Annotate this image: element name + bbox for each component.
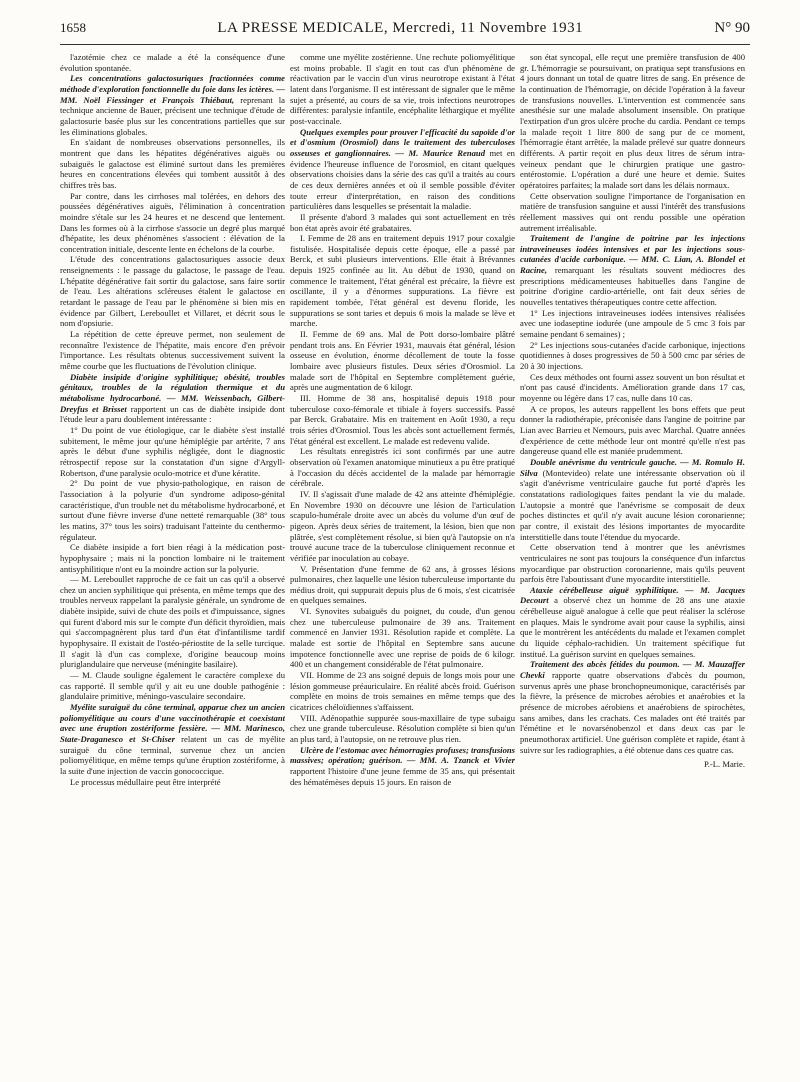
paragraph: L'étude des concentrations galactosuriques associe deux renseignements : le passage du galactose, le passage de l'eau. L'hépatite dégénérative fait sortir du galactose, sans faire sortir de l'eau. Les altérations scléreuses étalent le galactose en retardant le passage de l'eau par le phénomène si bien mis en évidence par Gilbert, Lereboullet et Villaret, et décrit sous le nom d'opsiurie. xyxy=(60,254,285,329)
paragraph: La répétition de cette épreuve permet, non seulement de reconnaître l'existence de l'hépatite, mais encore d'en prévoir l'importance. Les résultats obtenus successivement suivent la même courbe que les fluctuations de l'évolution clinique. xyxy=(60,329,285,372)
section-heading: Traitement des abcès fétides du poumon. — M. Mauzaffer Chevki xyxy=(520,659,745,681)
paragraph: a observé chez un homme de 28 ans une ataxie cérébelleuse aiguë analogue à celle que peut réaliser la sclérose en plaques. Mais le syndrome avait pour cause la syphilis, ainsi que le montrèrent les antécédents du malade et l'examen complet du liquide céphalo-rachidien. Un traitement spécifique fut institué. La guérison survint en quelques semaines. xyxy=(520,595,745,659)
paragraph: Cette observation souligne l'importance de l'organisation en matière de transfusion sanguine et aussi l'intérêt des transfusions réellement massives qui ont rendu possible une opération autrement irréalisable. xyxy=(520,190,745,233)
paragraph: son état syncopal, elle reçut une première transfusion de 400 gr. L'hémorragie se poursuivant, on pratiqua sept transfusions en 4 jours donnant un total de quatre litres de sang. En présence de la continuation de l'hémorragie, on décide l'opération à la faveur de transfusions nouvelles. L'intervention est commencée sans anesthésie sur une malade absolument insensible. On pratique l'extirpation d'un gros ulcère proche du cardia. Pendant ce temps la malade reçoit 1 litre 800 de sang pur de ce moment, l'hémorragie étant arrêtée, la malade prélevé sur quatre donneurs différents. A partir reçoit en plus deux litres de sérum intra-veineux pendant que le chirurgien pratique une gastro-entérostomie. L'opération a duré une heure et demie. Suites opératoires parfaites; la malade sort dans les délais normaux. xyxy=(520,52,745,190)
paragraph: l'azotémie chez ce malade a été la conséquence d'une évolution spontanée. xyxy=(60,52,285,73)
paragraph: Cette observation tend à montrer que les anévrismes ventriculaires ne sont pas toujours la conséquence d'un infarctus myocardique par obstruction coronarienne, mais qu'ils peuvent parfois être l'aboutissant d'une myocardite interstitielle. xyxy=(520,542,745,585)
page-header xyxy=(60,20,750,44)
paragraph: 2° Les injections sous-cutanées d'acide carbonique, injections quotidiennes à doses progressives de 50 à 500 cmc par séries de 20 à 30 injections. xyxy=(520,339,745,372)
paragraph: A ce propos, les auteurs rappellent les bons effets que peut donner la radiothérapie, préconisée dans l'angine de poitrine par Lian avec Barrieu et Nemours, puis avec Marchal. Quatre années d'expérience de cette méthode leur ont montré qu'elle n'est pas dangereuse quand elle est maniée prudemment. xyxy=(520,403,745,457)
section-heading: Les concentrations galactosuriques fractionnées comme méthode d'exploration fonctionnelle du foie dans les ictères. — MM. Noël Fiessinger et François Thiébaut, xyxy=(60,73,285,105)
paragraph: 1° Les injections intraveineuses iodées intensives réalisées avec une iodaseptine iodurée (une ampoule de 5 cmc 3 fois par semaine pendant 6 semaines) ; xyxy=(520,307,745,340)
paragraph: II. Femme de 69 ans. Mal de Pott dorso-lombaire plâtré pendant trois ans. En Février 1931, mauvais état général, lésion osseuse en évolution, énorme décollement de toute la fosse lombaire avec plusieurs fistules. Deux séries d'Orosmiol. La malade sort de l'hôpital en Septembre complètement guérie, après une augmentation de 6 kilogr. xyxy=(290,329,515,393)
paragraph: V. Présentation d'une femme de 62 ans, à grosses lésions pulmonaires, chez laquelle une lésion tuberculeuse importante du médius droit, qui suppurait depuis plus de 6 mois, s'est cicatrisée en quelques semaines. xyxy=(290,563,515,606)
paragraph: Les résultats enregistrés ici sont confirmés par une autre observation où l'examen anatomique minutieux a pu être pratiqué à l'occasion du décès accidentel de la malade par hémorragie cérébrale. xyxy=(290,446,515,489)
column-1 xyxy=(60,52,285,1062)
paragraph: (Montevideo) relate une intéressante observation où il s'agit d'anévrisme ventriculaire gauche fut porté d'après les constatations radiologiques faites pendant la vie du malade. L'autopsie a montré que l'anévrisme se composait de deux poches distinctes et qu'il n'y avait aucune lésion coronarienne; par contre, il existait des lésions importantes de myocardite interstitielle dans toute l'étendue du myocarde. xyxy=(520,467,745,542)
section-heading: Diabète insipide d'origine syphilitique; obésité, troubles génitaux, troubles de la régulation thermique et du métabolisme hydrocarboné. — MM. Weissenbach, Gilbert-Dreyfus et Brisset xyxy=(60,371,285,414)
paragraph: reprenant la technique ancienne de Bauer, précisent une technique d'étude de galactosurie basée plus sur les concentrations partielles que sur les éliminations globales. xyxy=(60,94,285,137)
paragraph: Ces deux méthodes ont fourni assez souvent un bon résultat et n'ont pas causé d'incidents. Amélioration grande dans 17 cas, moyenne ou légère dans 17 cas, nulle dans 10 cas. xyxy=(520,371,745,403)
paragraph: relatent un cas de myélite suraiguë du cône terminal, survenue chez un ancien poliomyélitique, en même temps qu'une éruption zostériforme, à la suite d'une injection de vaccin gonococcique. xyxy=(60,734,285,776)
paragraph: remarquant les résultats souvent médiocres des prescriptions médicamenteuses habituelles dans l'angine de poitrine d'origine cardio-artérielle, ont fait deux séries de nouvelles tentatives thérapeutiques contre cette affection. xyxy=(520,265,745,308)
journal-title: LA PRESSE MEDICALE, Mercredi, 11 Novembre 1931 xyxy=(217,20,584,36)
paragraph: comme une myélite zostérienne. Une rechute poliomyélitique est moins probable. Il s'agit en tout cas d'un phénomène de réactivation par le vaccin d'un virus neurotrope existant à l'état latent dans l'organisme. Il est intéressant de signaler que le même sujet a présenté, au cours de sa vie, trois infections neurotropes différentes: paralysie infantile, encéphalite léthargique et myélite post-vaccinale. xyxy=(290,52,515,126)
paragraph: Il présente d'abord 3 malades qui sont actuellement en très bon état après avoir été grabataires. xyxy=(290,211,515,233)
section-heading: Ataxie cérébelleuse aiguë syphilitique. — M. Jacques Decourt xyxy=(520,584,745,606)
paragraph: III. Homme de 38 ans, hospitalisé depuis 1918 pour tuberculose coxo-fémorale et tibiale à foyers successifs. Passé par Berck. Grabataire. Mis en traitement en Août 1930, a reçu trois séries d'Orosmiol. Tous les abcès sont actuellement fermés, l'état général est excellent. Le malade est redevenu valide. xyxy=(290,393,515,446)
paragraph: 1° Du point de vue étiologique, car le diabète s'est installé subitement, le même jour qu'une hémiplégie par artérite, 7 ans après le début d'une syphilis négligée, dont le diagnostic rétrospectif repose sur la constatation d'un signe d'Argyll-Robertson, d'une paralysie oculo-motrice et d'une kératite. xyxy=(60,424,285,478)
paragraph: VII. Homme de 23 ans soigné depuis de longs mois pour une lésion gommeuse préauriculaire. En réalité abcès froid. Guérison complète en moins de trois semaines en même temps que des cicatrices chéloïdiennes s'affaissent. xyxy=(290,670,515,713)
section-heading: Myélite suraiguë du cône terminal, apparue chez un ancien poliomyélitique au cours d'une vaccinothérapie et coexistant avec une éruption zostériforme fessière. — MM. Marinesco, State-Draganesco et St-Chiser xyxy=(60,702,285,744)
paragraph: VIII. Adénopathie suppurée sous-maxillaire de type subaigu chez une grande tuberculeuse. Résolution complète si bien qu'un an plus tard, à l'autopsie, on ne retrouve plus rien. xyxy=(290,712,515,744)
paragraph: 2° Du point de vue physio-pathologique, en raison de l'association à la polyurie d'un syndrome adiposo-génital caractéristique, d'un trouble net du métabolisme hydrocarboné, et surtout d'une fièvre inverse d'une netteté remarquable (38° tous les matins, 37° tous les soirs) traduisant l'atteinte du centhermo-régulateur. xyxy=(60,478,285,542)
paragraph: — M. Claude souligne également le caractère complexe du cas rapporté. Il semble qu'il y ait eu une double pathogénie : glandulaire primitive, méningo-vasculaire secondaire. xyxy=(60,670,285,702)
paragraph: Ce diabète insipide a fort bien réagi à la médication post-hypophysaire ; mais ni la ponction lombaire ni le traitement antisyphilitique n'ont eu la moindre action sur la polyurie. xyxy=(60,542,285,574)
section-heading: Quelques exemples pour prouver l'efficacité du sapoïde d'or et d'osmium (Orosmiol) dans le traitement des tuberculoses osseuses et ganglionnaires. — M. Maurice Renaud xyxy=(290,126,515,158)
section-heading: Traitement de l'angine de poitrine par les injections intraveineuses iodées intensives et par les injections sous-cutanées d'acide carbonique. — MM. C. Lian, A. Blondel et Racine, xyxy=(520,233,745,276)
issue-number: N° 90 xyxy=(714,20,750,36)
paragraph: En s'aidant de nombreuses observations personnelles, ils montrent que dans les hépatites dégénératives aiguës ou subaiguës le galactose est éliminé surtout dans les premières heures en concentrations élevées qui tombent aussitôt à des chiffres très bas. xyxy=(60,137,285,190)
column-2 xyxy=(290,52,515,1062)
paragraph: VI. Synovites subaiguës du poignet, du coude, d'un genou chez une tuberculeuse pulmonaire de 39 ans. Traitement commencé en Janvier 1931. Résolution rapide et complète. La malade est sortie de l'hôpital en Septembre sans aucune impotence fonctionnelle avec une reprise de poids de 6 kilogr. 400 et un changement considérable de l'état pulmonaire. xyxy=(290,606,515,670)
paragraph: Le processus médullaire peut être interprété xyxy=(70,776,221,787)
paragraph: I. Femme de 28 ans en traitement depuis 1917 pour coxalgie fistulisée. Hospitalisée depuis cette époque, elle a passé par Berck, et subi plusieurs interventions. Elle était à Brévannes depuis 1925 confinée au lit. Au début de 1930, quand on commence le traitement, l'état général est précaire, la fièvre est oscillante, il y a d'énormes suppurations. La fièvre est rapidement tombée, l'état général est devenu floride, les suppurations se sont taries et depuis 6 mois la malade se lève et marche. xyxy=(290,233,515,329)
header-rule xyxy=(60,44,750,45)
paragraph: rapporte quatre observations d'abcès du poumon, survenus après une phase bronchopneumonique, caractérisés par la fièvre, la présence de microbes aérobies et anaérobies et la présence de microbes aérobiens et anaérobiens de spirochètes, sans amibes, dans les crachats. Ces malades ont été traités par l'émétine et le novarsénobenzol et dans deux cas par le pneumothorax artificiel. Une guérison complète et rapide, étant à suivre sur les radiographies, a été obtenue dans ces quatre cas. xyxy=(520,670,745,755)
section-heading: Double anévrisme du ventricule gauche. — M. Romulo H. Silva xyxy=(520,456,745,478)
signature: P.-L. Marie. xyxy=(703,759,745,770)
paragraph: IV. Il s'agissait d'une malade de 42 ans atteinte d'hémiplégie. En Novembre 1930 on découvre une lésion de l'articulation scapulo-humérale droite avec un abcès du volume d'un œuf de pigeon. Après deux séries de traitement, la lésion, bien que non plâtrée, s'est complètement résolue, si bien qu'à l'autopsie on n'a trouvé aucune trace de la tuberculose cliniquement reconnue et vérifiée par inoculation au cobaye. xyxy=(290,488,515,563)
column-3 xyxy=(520,52,745,1062)
paragraph: rapportent l'histoire d'une jeune femme de 35 ans, qui présentait des hématémèses depuis 15 jours. En raison de xyxy=(290,765,515,787)
paragraph: met en évidence l'heureuse influence de l'orosmiol, en citant quelques observations choisies dans la série des cas qu'il a traités au cours de ces deux dernières années et où il semble possible d'éviter toute erreur d'interprétation, en raison des conditions particulières dans lesquelles se présentait la maladie. xyxy=(290,147,515,212)
page-number: 1658 xyxy=(60,20,86,35)
paragraph: rapportent un cas de diabète insipide dont l'étude leur a paru doublement intéressante : xyxy=(60,403,285,425)
paragraph: — M. Lereboullet rapproche de ce fait un cas qu'il a observé chez un ancien syphilitique qui présenta, en même temps que des troubles nerveux rappelant la paralysie générale, un syndrome de diabète insipide, suivi de chute des poils et d'impuissance, signes qui furent d'abord mis sur le compte d'un déficit thyroïdien, mais qui s'accompagnèrent plus tard d'un état d'infantilisme tardif hypophysaire. Il existait de l'ostéo-périostite de la selle turcique. Il s'agit là d'un cas complexe, d'origine beaucoup moins pluriglandulaire que nerveuse (méningite basilaire). xyxy=(60,574,285,670)
paragraph: Par contre, dans les cirrhoses mal tolérées, en dehors des poussées dégénératives aiguës, l'élimination à concentration moindre s'étale sur les 24 heures et ne descend que lentement. Dans les formes où à la cirrhose s'associe un degré plus marqué d'hépatite, les deux phénomènes s'associent : élévation de la concentration initiale, descente lente en échelons de la courbe. xyxy=(60,190,285,254)
section-heading: Ulcère de l'estomac avec hémorragies profuses; transfusions massives; opération; guérison. — MM. A. Tzanck et Vivier xyxy=(290,744,515,766)
